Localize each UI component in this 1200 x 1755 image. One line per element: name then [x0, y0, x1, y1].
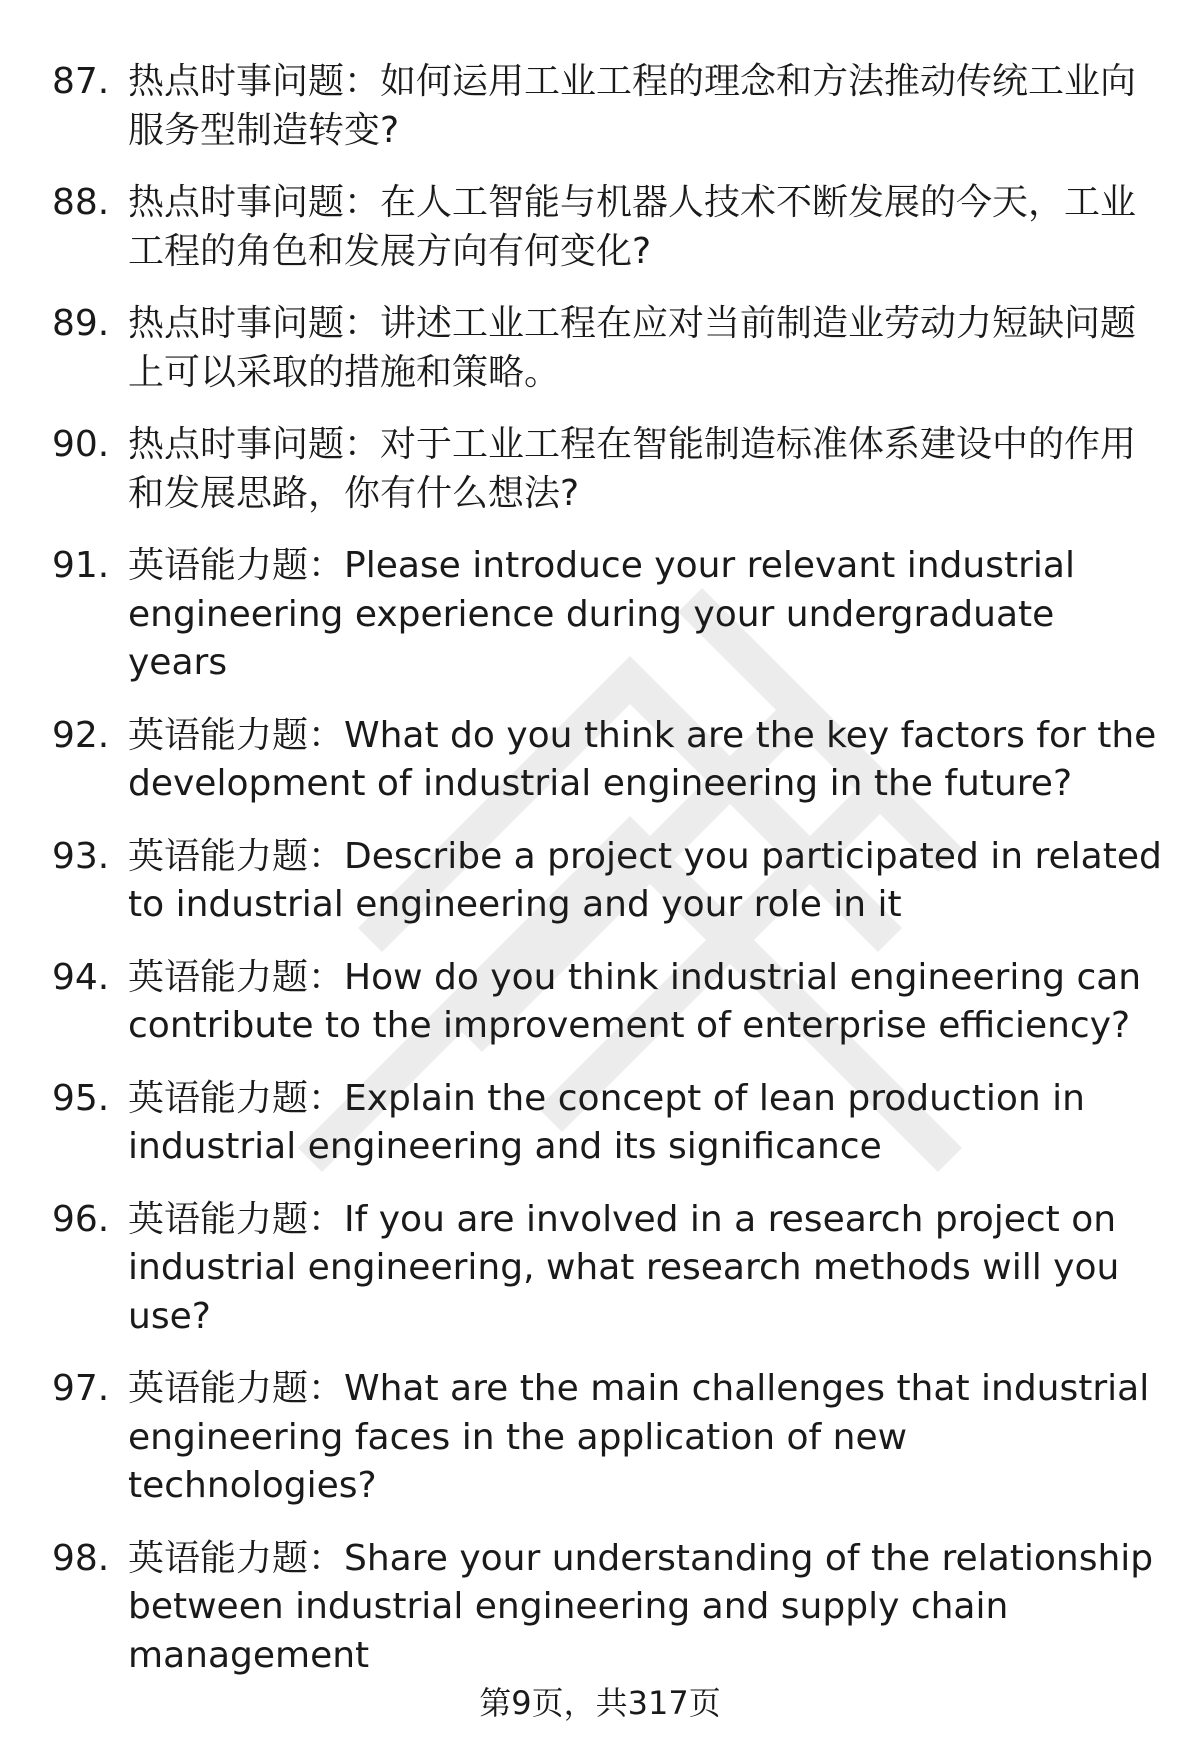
question-number: 95. [52, 1077, 110, 1119]
question-item [52, 421, 1162, 518]
question-text: 英语能力题：Describe a project you participated in related to industrial engineering and your role in it [128, 835, 1162, 925]
question-item [52, 1075, 1162, 1172]
question-text: 英语能力题：If you are involved in a research project on industrial engineering, what research methods will you use? [128, 1198, 1120, 1337]
question-list [52, 58, 1162, 1704]
question-item [52, 712, 1162, 809]
page-footer [0, 1683, 1200, 1723]
question-text: 英语能力题：Explain the concept of lean production in industrial engineering and its significance [128, 1077, 1085, 1167]
question-text: 英语能力题：Share your understanding of the relationship between industrial engineering and supply chain management [128, 1537, 1154, 1676]
question-number: 88. [52, 182, 110, 223]
question-number: 89. [52, 303, 110, 344]
question-item [52, 179, 1162, 276]
question-number: 87. [52, 61, 110, 102]
question-text: 英语能力题：What do you think are the key factors for the development of industrial engineering in the future? [128, 714, 1157, 804]
question-item [52, 542, 1162, 688]
question-text: 英语能力题：What are the main challenges that industrial engineering faces in the application of new technologies? [128, 1368, 1150, 1506]
question-text: 热点时事问题：对于工业工程在智能制造标准体系建设中的作用和发展思路，你有什么想法? [128, 424, 1137, 514]
question-item [52, 1196, 1162, 1342]
question-item [52, 300, 1162, 397]
question-text: 热点时事问题：在人工智能与机器人技术不断发展的今天，工业工程的角色和发展方向有何变化? [128, 182, 1137, 272]
question-item [52, 1535, 1162, 1681]
question-item [52, 833, 1162, 930]
question-number: 93. [52, 835, 110, 877]
question-number: 97. [52, 1368, 110, 1409]
question-text: 热点时事问题：如何运用工业工程的理念和方法推动传统工业向服务型制造转变? [128, 61, 1137, 151]
question-number: 90. [52, 424, 110, 465]
question-item [52, 1365, 1162, 1511]
question-number: 98. [52, 1537, 110, 1579]
question-text: 英语能力题：How do you think industrial engineering can contribute to the improvement of enterprise efficiency? [128, 956, 1142, 1046]
question-number: 91. [52, 545, 110, 586]
question-number: 92. [52, 714, 110, 756]
question-number: 96. [52, 1198, 110, 1240]
page-number-label: 第9页，共317页 [479, 1684, 721, 1722]
question-item [52, 58, 1162, 155]
question-text: 英语能力题：Please introduce your relevant industrial engineering experience during your undergraduate years [128, 545, 1075, 683]
question-item [52, 954, 1162, 1051]
question-number: 94. [52, 956, 110, 998]
question-text: 热点时事问题：讲述工业工程在应对当前制造业劳动力短缺问题上可以采取的措施和策略。 [128, 303, 1137, 393]
